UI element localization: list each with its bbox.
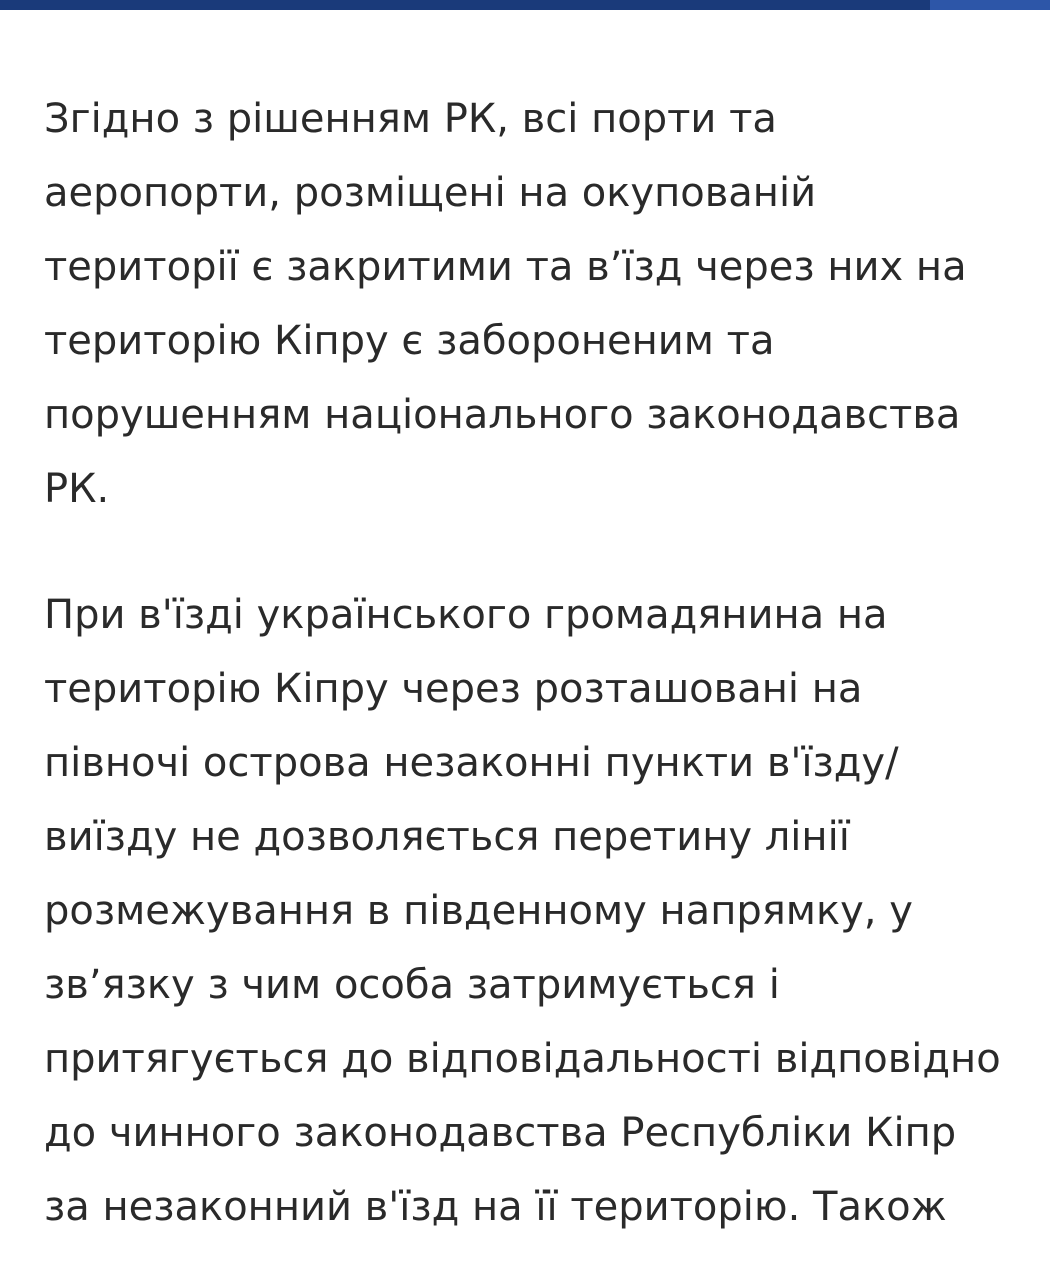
top-header-bar bbox=[0, 0, 1050, 10]
paragraph-entry-rules: При в'їзді українського громадянина на територію Кіпру через розташовані на півночі острова незаконні пункти в'їзду/ виїзду не дозволяється перетину лінії розмежування в південному напрямку, у звʼязку з чим особа затримується і притягується до відповідальності відповідно до чинного законодавства Республіки Кіпр за незаконний в'їзд на її територію. Також bbox=[44, 592, 1001, 1230]
header-accent bbox=[930, 0, 1050, 10]
paragraph-ports-closed: Згідно з рішенням РК, всі порти та аеропорти, розміщені на окупованій території є закритими та вʼїзд через них на територію Кіпру є забороненим та порушенням національного законодавства РК. bbox=[44, 96, 967, 512]
